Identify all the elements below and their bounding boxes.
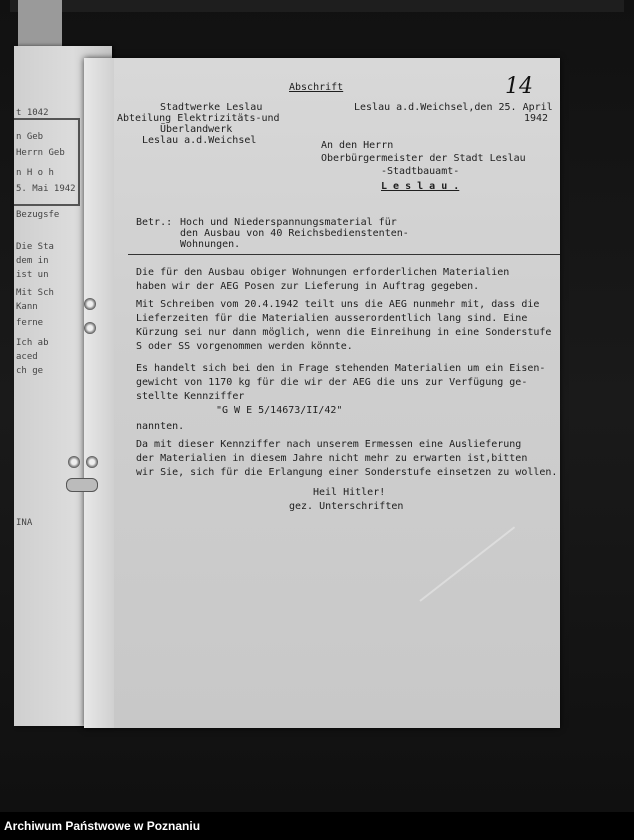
back-sheet-line: ferne: [16, 318, 44, 328]
page-edge: [84, 58, 114, 728]
body-line: Mit Schreiben vom 20.4.1942 teilt uns die AEG nunmehr mit, dass die: [136, 299, 540, 310]
back-sheet-line: n Geb: [16, 132, 44, 142]
separator-rule: [128, 254, 560, 255]
back-sheet-tab: [18, 0, 62, 50]
subject-line: Hoch und Niederspannungsmaterial für: [180, 217, 397, 228]
back-sheet-line: INA: [16, 518, 33, 528]
recipient-line: Oberbürgermeister der Stadt Leslau: [321, 153, 526, 164]
body-line: Lieferzeiten für die Materialien ausserordentlich lang sind. Eine: [136, 313, 528, 324]
salutation: Heil Hitler!: [313, 487, 386, 498]
punch-hole: [86, 456, 98, 468]
body-line: Kürzung sei nur dann möglich, wenn die Einreihung in eine Sonderstufe: [136, 327, 552, 338]
back-sheet-line: aced: [16, 352, 38, 362]
punch-hole: [84, 298, 96, 310]
recipient-city: L e s l a u .: [381, 181, 460, 192]
punch-hole: [68, 456, 80, 468]
back-sheet-line: Ich ab: [16, 338, 49, 348]
sender-line: Überlandwerk: [160, 124, 233, 135]
body-line: Da mit dieser Kennziffer nach unserem Ermessen eine Auslieferung: [136, 439, 522, 450]
back-sheet-line: dem in: [16, 256, 49, 266]
body-line: gewicht von 1170 kg für die wir der AEG die uns zur Verfügung ge-: [136, 377, 528, 388]
punch-hole: [84, 322, 96, 334]
back-sheet-line: Kann: [16, 302, 38, 312]
film-border: [10, 0, 624, 12]
subject-line: Wohnungen.: [180, 239, 241, 250]
back-sheet-line: Die Sta: [16, 242, 54, 252]
recipient-line: An den Herrn: [321, 140, 394, 151]
body-line: Die für den Ausbau obiger Wohnungen erforderlichen Materialien: [136, 267, 510, 278]
back-sheet-line: ist un: [16, 270, 49, 280]
binder-clip: [66, 478, 98, 492]
subject-label: Betr.:: [136, 217, 173, 228]
body-line: haben wir der AEG Posen zur Lieferung in Auftrag gegeben.: [136, 281, 480, 292]
recipient-line: -Stadtbauamt-: [381, 166, 460, 177]
reference-code: "G W E 5/14673/II/42": [216, 405, 343, 416]
back-sheet-line: 5. Mai 1942: [16, 184, 76, 194]
body-line: S oder SS vorgenommen werden könnte.: [136, 341, 353, 352]
body-line: wir Sie, sich für die Erlangung einer Sonderstufe einsetzen zu wollen.: [136, 467, 558, 478]
back-sheet-line: Herrn Geb: [16, 148, 65, 158]
sender-line: Leslau a.d.Weichsel: [142, 135, 257, 146]
document-heading: Abschrift: [289, 82, 344, 93]
archive-credit: Archiwum Państwowe w Poznaniu: [4, 819, 201, 833]
back-sheet-line: Bezugsfe: [16, 210, 60, 220]
subject-line: den Ausbau von 40 Reichsbedienstenten-: [180, 228, 409, 239]
sender-line: Stadtwerke Leslau: [160, 102, 263, 113]
page-number: 14: [505, 74, 533, 99]
back-sheet-line: t 1042: [16, 108, 49, 118]
body-line: nannten.: [136, 421, 185, 432]
back-sheet-line: ch ge: [16, 366, 44, 376]
date-line: Leslau a.d.Weichsel,den 25. April: [354, 102, 553, 113]
back-sheet-line: Mit Sch: [16, 288, 54, 298]
sender-line: Abteilung Elektrizitäts-und: [117, 113, 280, 124]
signature-note: gez. Unterschriften: [289, 501, 404, 512]
body-line: stellte Kennziffer: [136, 391, 245, 402]
date-year: 1942: [524, 113, 549, 124]
back-sheet-line: n H o h: [16, 168, 54, 178]
body-line: Es handelt sich bei den in Frage stehenden Materialien um ein Eisen-: [136, 363, 546, 374]
body-line: der Materialien in diesem Jahre nicht mehr zu erwarten ist,bitten: [136, 453, 528, 464]
